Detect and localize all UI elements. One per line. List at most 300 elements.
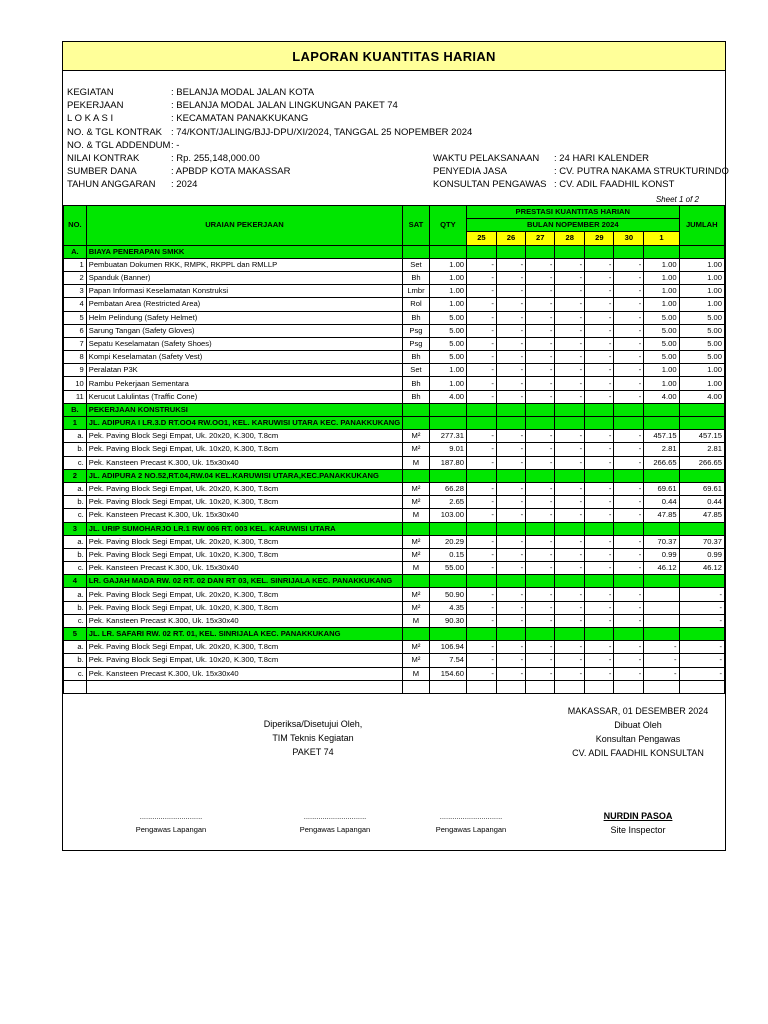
- row-day-value: -: [555, 337, 585, 350]
- row-day-value: -: [496, 337, 525, 350]
- section-cell: [429, 245, 466, 258]
- blank-cell: [644, 680, 679, 693]
- row-no: a.: [64, 641, 87, 654]
- section-title: BIAYA PENERAPAN SMKK: [86, 245, 402, 258]
- section-cell: [555, 628, 585, 641]
- section-cell: [585, 628, 614, 641]
- row-uraian: Pek. Paving Block Segi Empat, Uk. 10x20, K.300, T.8cm: [86, 548, 402, 561]
- row-day-value: -: [614, 654, 644, 667]
- row-sat: Bh: [403, 390, 430, 403]
- info-label: TAHUN ANGGARAN: [67, 179, 156, 191]
- section-cell: [526, 403, 555, 416]
- row-no: 4: [64, 298, 87, 311]
- row-day-value: -: [526, 258, 555, 271]
- row-day-value: -: [614, 601, 644, 614]
- section-cell: [585, 469, 614, 482]
- row-day-value: -: [496, 258, 525, 271]
- section-cell: [644, 628, 679, 641]
- section-cell: [585, 522, 614, 535]
- row-uraian: Pek. Kansteen Precast K.300, Uk. 15x30x40: [86, 456, 402, 469]
- row-day-value: 266.65: [644, 456, 679, 469]
- row-day-value: -: [467, 377, 497, 390]
- row-day-value: -: [526, 601, 555, 614]
- header-day: 26: [496, 232, 525, 245]
- row-day-value: 0.44: [644, 496, 679, 509]
- title-bar: [63, 42, 725, 71]
- row-day-value: -: [467, 641, 497, 654]
- blank-cell: [614, 680, 644, 693]
- row-qty: 20.29: [429, 535, 466, 548]
- section-row: [64, 469, 725, 482]
- row-no: c.: [64, 614, 87, 627]
- row-day-value: -: [555, 324, 585, 337]
- row-qty: 55.00: [429, 562, 466, 575]
- row-no: 6: [64, 324, 87, 337]
- section-cell: [467, 403, 497, 416]
- row-day-value: -: [526, 351, 555, 364]
- row-no: c.: [64, 562, 87, 575]
- row-day-value: 5.00: [644, 351, 679, 364]
- row-jumlah: 0.99: [679, 548, 724, 561]
- info-value: : BELANJA MODAL JALAN LINGKUNGAN PAKET 74: [171, 100, 398, 112]
- row-sat: M²: [403, 654, 430, 667]
- row-jumlah: 5.00: [679, 324, 724, 337]
- row-qty: 9.01: [429, 443, 466, 456]
- table-row: [64, 430, 725, 443]
- header-day: 1: [644, 232, 679, 245]
- section-cell: [679, 403, 724, 416]
- section-cell: [429, 628, 466, 641]
- row-no: a.: [64, 430, 87, 443]
- row-day-value: -: [555, 390, 585, 403]
- info-value: : 24 HARI KALENDER: [554, 153, 650, 164]
- info-value: : 2024: [171, 179, 198, 191]
- row-uraian: Kerucut Lalulintas (Traffic Cone): [86, 390, 402, 403]
- row-sat: Set: [403, 364, 430, 377]
- row-day-value: -: [467, 562, 497, 575]
- table-row: [64, 364, 725, 377]
- info-label: L O K A S I: [67, 113, 114, 125]
- section-cell: [403, 403, 430, 416]
- row-day-value: -: [467, 654, 497, 667]
- info-value: : 74/KONT/JALING/BJJ-DPU/XI/2024, TANGGAL 25 NOPEMBER 2024: [171, 126, 473, 138]
- row-jumlah: 69.61: [679, 482, 724, 495]
- row-uraian: Pek. Kansteen Precast K.300, Uk. 15x30x40: [86, 667, 402, 680]
- section-cell: [644, 417, 679, 430]
- table-row: [64, 377, 725, 390]
- row-uraian: Pek. Paving Block Segi Empat, Uk. 20x20, K.300, T.8cm: [86, 588, 402, 601]
- row-day-value: -: [585, 482, 614, 495]
- row-uraian: Pek. Paving Block Segi Empat, Uk. 10x20, K.300, T.8cm: [86, 601, 402, 614]
- row-day-value: 1.00: [644, 285, 679, 298]
- row-sat: M²: [403, 548, 430, 561]
- row-jumlah: 1.00: [679, 377, 724, 390]
- row-qty: 5.00: [429, 324, 466, 337]
- row-day-value: -: [644, 667, 679, 680]
- row-uraian: Pek. Kansteen Precast K.300, Uk. 15x30x40: [86, 614, 402, 627]
- row-day-value: 5.00: [644, 324, 679, 337]
- row-day-value: -: [496, 298, 525, 311]
- row-jumlah: 1.00: [679, 285, 724, 298]
- row-no: 3: [64, 285, 87, 298]
- info-label: NO. & TGL ADDENDUM: [67, 139, 171, 151]
- row-day-value: 4.00: [644, 390, 679, 403]
- row-sat: Set: [403, 258, 430, 271]
- row-day-value: -: [614, 509, 644, 522]
- row-day-value: -: [585, 271, 614, 284]
- row-day-value: -: [614, 588, 644, 601]
- row-day-value: -: [496, 285, 525, 298]
- row-no: c.: [64, 509, 87, 522]
- row-uraian: Pek. Paving Block Segi Empat, Uk. 20x20, K.300, T.8cm: [86, 430, 402, 443]
- row-day-value: -: [585, 641, 614, 654]
- signature-right-line: MAKASSAR, 01 DESEMBER 2024: [567, 706, 709, 716]
- row-uraian: Pek. Paving Block Segi Empat, Uk. 20x20, K.300, T.8cm: [86, 535, 402, 548]
- table-row: [64, 482, 725, 495]
- row-day-value: -: [614, 548, 644, 561]
- section-cell: [526, 522, 555, 535]
- row-day-value: -: [526, 311, 555, 324]
- row-day-value: -: [526, 430, 555, 443]
- row-jumlah: 46.12: [679, 562, 724, 575]
- info-value: : KECAMATAN PANAKKUKANG: [171, 113, 309, 125]
- row-qty: 5.00: [429, 351, 466, 364]
- row-uraian: Papan Informasi Keselamatan Konstruksi: [86, 285, 402, 298]
- row-day-value: -: [555, 298, 585, 311]
- row-day-value: -: [614, 456, 644, 469]
- section-row: [64, 245, 725, 258]
- section-cell: [403, 469, 430, 482]
- row-day-value: -: [496, 601, 525, 614]
- row-no: b.: [64, 496, 87, 509]
- row-qty: 7.54: [429, 654, 466, 667]
- section-cell: [467, 628, 497, 641]
- pengawas-label: Pengawas Lapangan: [299, 825, 371, 834]
- section-cell: [429, 417, 466, 430]
- row-sat: M²: [403, 535, 430, 548]
- row-day-value: -: [467, 548, 497, 561]
- row-uraian: Pembatan Area (Restricted Area): [86, 298, 402, 311]
- row-sat: Rol: [403, 298, 430, 311]
- section-cell: [526, 628, 555, 641]
- row-day-value: -: [614, 667, 644, 680]
- row-uraian: Pek. Paving Block Segi Empat, Uk. 10x20, K.300, T.8cm: [86, 443, 402, 456]
- report-sheet: [62, 41, 729, 851]
- info-value: : BELANJA MODAL JALAN KOTA: [171, 87, 315, 98]
- section-row: [64, 403, 725, 416]
- row-day-value: -: [614, 390, 644, 403]
- row-uraian: Kompi Keselamatan (Safety Vest): [86, 351, 402, 364]
- signature-right-line: Dibuat Oleh: [614, 720, 662, 730]
- signature-left-line: Diperiksa/Disetujui Oleh,: [263, 719, 363, 729]
- row-day-value: -: [526, 535, 555, 548]
- row-sat: M²: [403, 588, 430, 601]
- row-day-value: -: [496, 324, 525, 337]
- row-day-value: -: [526, 654, 555, 667]
- section-cell: [555, 575, 585, 588]
- row-day-value: -: [496, 456, 525, 469]
- info-label: PEKERJAAN: [67, 100, 124, 112]
- sheet-number: Sheet 1 of 2: [655, 195, 699, 204]
- table-row: [64, 456, 725, 469]
- row-day-value: -: [496, 364, 525, 377]
- table-body: [64, 245, 725, 693]
- row-jumlah: 1.00: [679, 271, 724, 284]
- info-label: NILAI KONTRAK: [67, 153, 140, 164]
- row-day-value: -: [614, 443, 644, 456]
- section-cell: [467, 522, 497, 535]
- row-day-value: -: [467, 482, 497, 495]
- section-cell: [467, 245, 497, 258]
- row-jumlah: 0.44: [679, 496, 724, 509]
- row-jumlah: 4.00: [679, 390, 724, 403]
- section-cell: [614, 628, 644, 641]
- row-qty: 66.28: [429, 482, 466, 495]
- section-cell: [403, 628, 430, 641]
- row-day-value: -: [585, 562, 614, 575]
- row-no: 5: [64, 311, 87, 324]
- row-day-value: -: [555, 456, 585, 469]
- section-cell: [585, 417, 614, 430]
- row-day-value: -: [585, 654, 614, 667]
- row-day-value: -: [555, 351, 585, 364]
- row-sat: Psg: [403, 337, 430, 350]
- section-cell: [496, 628, 525, 641]
- pengawas-label: Pengawas Lapangan: [435, 825, 507, 834]
- row-day-value: -: [644, 654, 679, 667]
- row-no: 9: [64, 364, 87, 377]
- row-day-value: -: [467, 351, 497, 364]
- row-day-value: -: [496, 548, 525, 561]
- row-day-value: -: [467, 667, 497, 680]
- row-jumlah: -: [679, 588, 724, 601]
- row-day-value: -: [526, 614, 555, 627]
- signature-dots: ..............................: [303, 812, 367, 821]
- row-day-value: -: [614, 271, 644, 284]
- row-jumlah: 70.37: [679, 535, 724, 548]
- row-sat: M: [403, 456, 430, 469]
- row-uraian: Sepatu Keselamatan (Safety Shoes): [86, 337, 402, 350]
- row-day-value: -: [526, 324, 555, 337]
- row-jumlah: -: [679, 667, 724, 680]
- table-row: [64, 667, 725, 680]
- row-no: 8: [64, 351, 87, 364]
- row-day-value: -: [467, 443, 497, 456]
- row-sat: M²: [403, 496, 430, 509]
- row-day-value: -: [555, 364, 585, 377]
- info-value: : -: [171, 139, 180, 151]
- row-jumlah: 266.65: [679, 456, 724, 469]
- table-row: [64, 614, 725, 627]
- row-day-value: -: [496, 509, 525, 522]
- section-row: [64, 575, 725, 588]
- table-row: [64, 641, 725, 654]
- row-day-value: -: [614, 496, 644, 509]
- row-day-value: -: [585, 667, 614, 680]
- row-day-value: -: [467, 456, 497, 469]
- row-day-value: 1.00: [644, 271, 679, 284]
- row-day-value: -: [614, 562, 644, 575]
- section-cell: [429, 469, 466, 482]
- row-day-value: -: [585, 548, 614, 561]
- row-day-value: -: [614, 337, 644, 350]
- row-sat: M: [403, 667, 430, 680]
- row-day-value: -: [526, 337, 555, 350]
- row-day-value: -: [526, 364, 555, 377]
- row-day-value: [644, 614, 679, 627]
- blank-cell: [403, 680, 430, 693]
- section-cell: [496, 522, 525, 535]
- row-day-value: -: [585, 614, 614, 627]
- section-cell: [467, 575, 497, 588]
- row-no: 2: [64, 271, 87, 284]
- info-value: : APBDP KOTA MAKASSAR: [171, 166, 291, 178]
- row-sat: Psg: [403, 324, 430, 337]
- row-qty: 1.00: [429, 271, 466, 284]
- row-no: 11: [64, 390, 87, 403]
- signature-dots: ..............................: [439, 812, 503, 821]
- row-day-value: -: [496, 562, 525, 575]
- row-day-value: -: [644, 641, 679, 654]
- info-label: PENYEDIA JASA: [433, 166, 507, 178]
- row-uraian: Pek. Paving Block Segi Empat, Uk. 20x20, K.300, T.8cm: [86, 482, 402, 495]
- row-day-value: -: [526, 298, 555, 311]
- section-cell: [614, 403, 644, 416]
- blank-cell: [496, 680, 525, 693]
- row-day-value: -: [467, 588, 497, 601]
- row-day-value: -: [526, 482, 555, 495]
- table-row: [64, 496, 725, 509]
- row-day-value: -: [555, 285, 585, 298]
- row-day-value: -: [614, 482, 644, 495]
- row-day-value: -: [555, 482, 585, 495]
- row-day-value: -: [555, 654, 585, 667]
- section-row: [64, 522, 725, 535]
- row-day-value: -: [555, 258, 585, 271]
- row-jumlah: 2.81: [679, 443, 724, 456]
- section-cell: [496, 417, 525, 430]
- row-no: 1: [64, 258, 87, 271]
- row-day-value: -: [467, 337, 497, 350]
- row-day-value: -: [467, 258, 497, 271]
- row-no: b.: [64, 654, 87, 667]
- table-row: [64, 390, 725, 403]
- row-day-value: -: [585, 509, 614, 522]
- row-day-value: -: [614, 311, 644, 324]
- table-row: [64, 298, 725, 311]
- row-no: a.: [64, 535, 87, 548]
- section-cell: [526, 245, 555, 258]
- row-day-value: -: [555, 311, 585, 324]
- row-day-value: -: [555, 588, 585, 601]
- info-value: : Rp. 255,148,000.00: [171, 153, 260, 164]
- table-row: [64, 509, 725, 522]
- row-day-value: [644, 588, 679, 601]
- section-cell: [403, 522, 430, 535]
- row-day-value: -: [585, 311, 614, 324]
- section-no: B.: [64, 403, 87, 416]
- row-day-value: -: [496, 496, 525, 509]
- row-day-value: -: [467, 311, 497, 324]
- row-day-value: 1.00: [644, 258, 679, 271]
- row-day-value: -: [585, 258, 614, 271]
- row-day-value: -: [555, 614, 585, 627]
- row-day-value: -: [467, 601, 497, 614]
- row-jumlah: 1.00: [679, 298, 724, 311]
- section-cell: [679, 575, 724, 588]
- blank-row: [64, 680, 725, 693]
- pengawas-label: Pengawas Lapangan: [135, 825, 207, 834]
- header-day: 30: [614, 232, 644, 245]
- row-no: 7: [64, 337, 87, 350]
- row-uraian: Helm Pelindung (Safety Helmet): [86, 311, 402, 324]
- row-day-value: -: [614, 324, 644, 337]
- section-no: 4: [64, 575, 87, 588]
- row-uraian: Pek. Kansteen Precast K.300, Uk. 15x30x40: [86, 562, 402, 575]
- row-day-value: -: [614, 377, 644, 390]
- row-uraian: Pek. Paving Block Segi Empat, Uk. 10x20, K.300, T.8cm: [86, 496, 402, 509]
- info-label: SUMBER DANA: [67, 166, 137, 178]
- section-cell: [614, 575, 644, 588]
- row-day-value: 1.00: [644, 298, 679, 311]
- table-row: [64, 654, 725, 667]
- row-day-value: -: [585, 390, 614, 403]
- header-uraian: URAIAN PEKERJAAN: [86, 206, 402, 246]
- row-day-value: 46.12: [644, 562, 679, 575]
- row-day-value: 2.81: [644, 443, 679, 456]
- row-day-value: -: [555, 601, 585, 614]
- section-row: [64, 628, 725, 641]
- row-day-value: -: [526, 271, 555, 284]
- row-qty: 5.00: [429, 311, 466, 324]
- row-day-value: -: [614, 298, 644, 311]
- section-no: 2: [64, 469, 87, 482]
- row-uraian: Pembuatan Dokumen RKK, RMPK, RKPPL dan RMLLP: [86, 258, 402, 271]
- row-day-value: -: [467, 271, 497, 284]
- section-cell: [496, 245, 525, 258]
- row-day-value: -: [585, 430, 614, 443]
- row-qty: 4.00: [429, 390, 466, 403]
- row-jumlah: 5.00: [679, 351, 724, 364]
- header-day: 25: [467, 232, 497, 245]
- row-sat: Bh: [403, 311, 430, 324]
- row-day-value: -: [496, 535, 525, 548]
- row-day-value: -: [585, 324, 614, 337]
- row-day-value: -: [467, 364, 497, 377]
- section-cell: [496, 575, 525, 588]
- row-day-value: -: [555, 430, 585, 443]
- row-sat: M²: [403, 641, 430, 654]
- signature-left-line: TIM Teknis Kegiatan: [272, 733, 354, 743]
- row-no: b.: [64, 601, 87, 614]
- blank-cell: [679, 680, 724, 693]
- row-day-value: -: [467, 324, 497, 337]
- row-uraian: Peralatan P3K: [86, 364, 402, 377]
- section-cell: [555, 417, 585, 430]
- row-qty: 1.00: [429, 364, 466, 377]
- row-day-value: -: [496, 430, 525, 443]
- row-qty: 4.35: [429, 601, 466, 614]
- report-title: LAPORAN KUANTITAS HARIAN: [292, 48, 496, 64]
- row-day-value: -: [526, 548, 555, 561]
- row-day-value: -: [614, 430, 644, 443]
- row-jumlah: 5.00: [679, 337, 724, 350]
- table-row: [64, 443, 725, 456]
- section-cell: [496, 403, 525, 416]
- section-cell: [614, 469, 644, 482]
- header-bulan: BULAN NOPEMBER 2024: [467, 219, 680, 232]
- row-day-value: -: [467, 614, 497, 627]
